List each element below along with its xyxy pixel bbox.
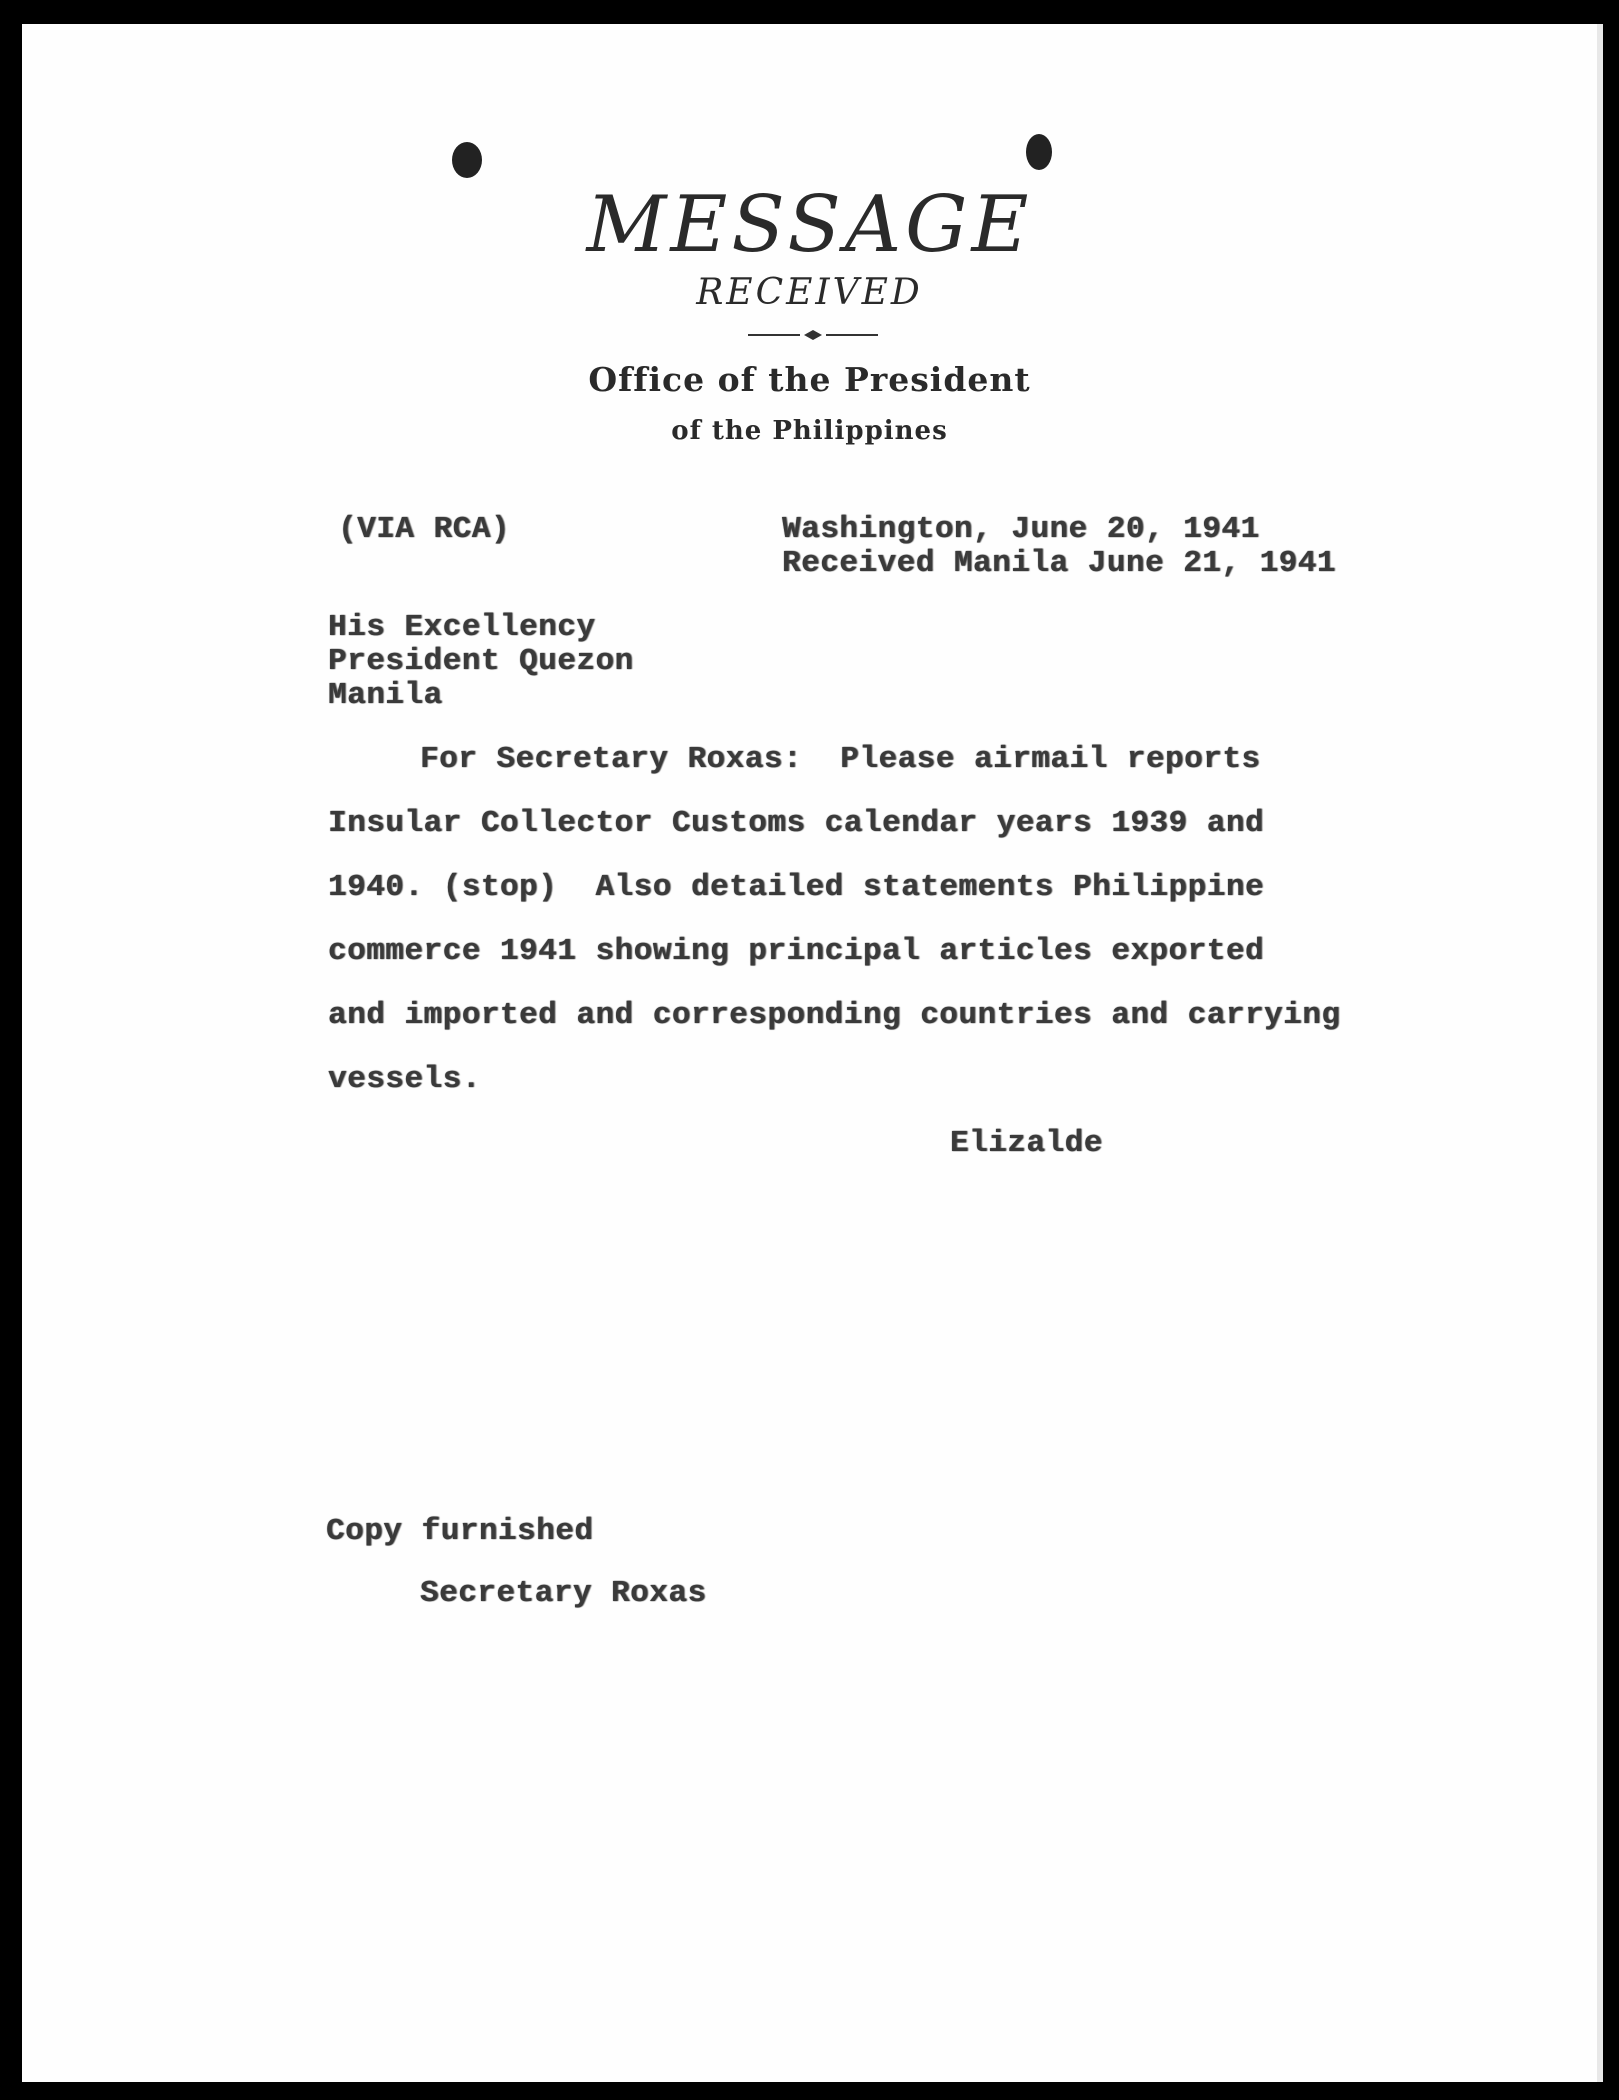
addressee-line: Manila: [328, 678, 443, 713]
body-line: Insular Collector Customs calendar years 1939 and: [328, 806, 1265, 841]
body-line: commerce 1941 showing principal articles exported: [328, 934, 1265, 969]
copy-label: Copy furnished: [326, 1514, 594, 1549]
masthead-subtitle: RECEIVED: [696, 272, 923, 313]
body-line: For Secretary Roxas: Please airmail reports: [420, 742, 1261, 777]
copy-recipient: Secretary Roxas: [420, 1576, 707, 1611]
addressee-line: His Excellency: [328, 610, 596, 645]
received-date: Received Manila June 21, 1941: [782, 546, 1336, 581]
ornament-divider: [748, 330, 878, 340]
document-page: [22, 24, 1603, 2082]
ink-blot: [452, 142, 482, 178]
body-line: and imported and corresponding countries and carrying: [328, 998, 1341, 1033]
ink-blot: [1026, 134, 1052, 170]
office-subheading: of the Philippines: [671, 416, 948, 446]
masthead-title: MESSAGE: [586, 180, 1033, 270]
office-heading: Office of the President: [588, 360, 1031, 399]
signature: Elizalde: [950, 1126, 1103, 1161]
addressee-line: President Quezon: [328, 644, 634, 679]
body-line: 1940. (stop) Also detailed statements Philippine: [328, 870, 1265, 905]
body-line: vessels.: [328, 1062, 481, 1097]
sent-date: Washington, June 20, 1941: [782, 512, 1260, 547]
via-line: (VIA RCA): [338, 512, 510, 547]
